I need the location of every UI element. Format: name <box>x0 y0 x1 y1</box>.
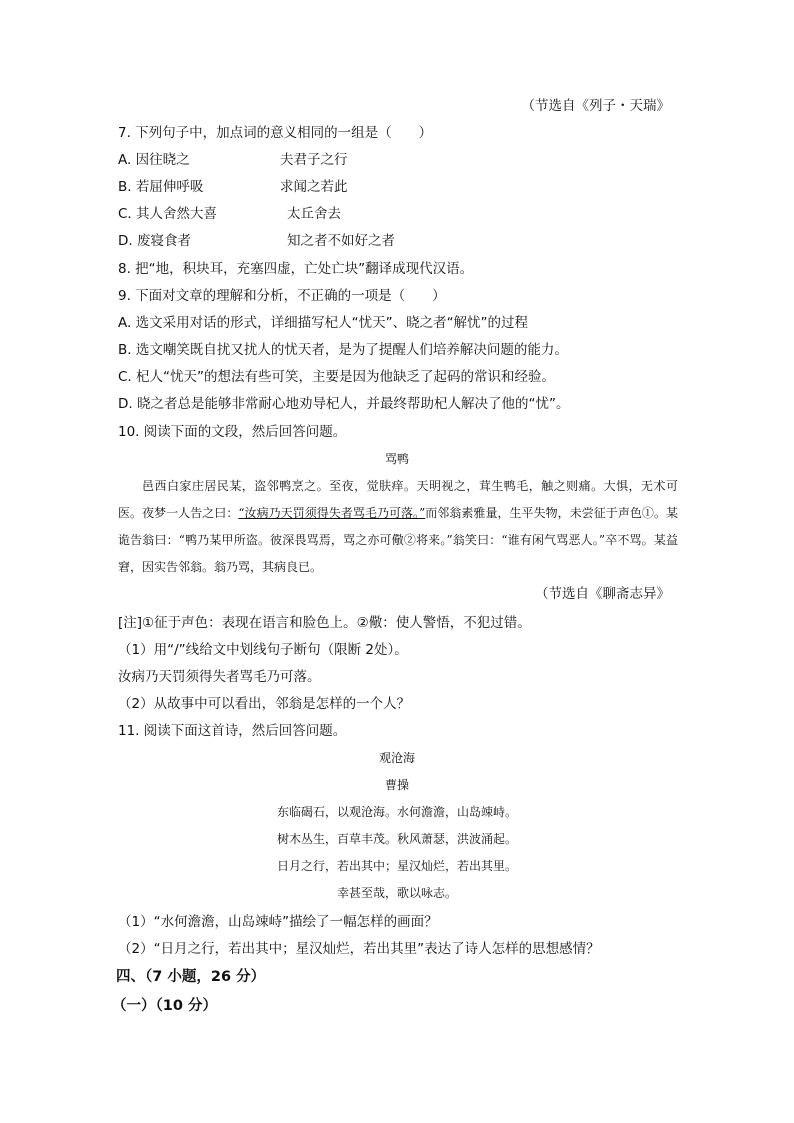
poem-line-4: 幸甚至哉，歌以咏志。 <box>336 886 457 900</box>
question-9-option-d: D. 晓之者总是能够非常耐心地劝导杞人，并最终帮助杞人解决了他的“忧”。 <box>118 396 570 412</box>
option-d-left: D. 废寝食者 <box>118 233 191 249</box>
option-a-left: A. 因往晓之 <box>118 152 190 168</box>
option-c-right: 太丘舍去 <box>287 206 341 222</box>
question-7-stem: 7. 下列句子中，加点词的意义相同的一组是（ ） <box>118 125 433 141</box>
passage-part-2: 而邻翁素雅量，生平失物，未尝征于声色①。某诡告翁曰：“鸭乃某甲所盗。彼深畏骂焉，骂之亦可儆②将来。”翁笑曰：“谁有闲气骂恶人。”卒不骂。某益窘，因实告邻翁。翁乃骂，其病良已。 <box>118 506 678 574</box>
question-10-sub-2: （2）从故事中可以看出，邻翁是怎样的一个人？ <box>118 696 411 712</box>
passage-part-1: 邑西白家庄居民某，盗邻鸭烹之。至夜，觉肤痒。天明视之，茸生鸭毛，触之则痛。大惧，无术可医。夜梦一人告之曰： <box>118 479 678 520</box>
part-1-heading: （一）（10 分） <box>112 998 217 1014</box>
poem-author: 曹操 <box>384 778 409 792</box>
question-8: 8. 把“地，积块耳，充塞四虚，亡处亡块”翻译成现代汉语。 <box>118 261 474 277</box>
passage-note: [注]①征于声色：表现在语言和脸色上。②儆：使人警悟，不犯过错。 <box>118 615 531 631</box>
question-11-sub-2: （2）“日月之行，若出其中；星汉灿烂，若出其里”表达了诗人怎样的思想感情？ <box>118 941 600 957</box>
passage-underlined-sentence: “汝病乃天罚须得失者骂毛乃可落。” <box>238 506 426 520</box>
question-10-stem: 10. 阅读下面的文段，然后回答问题。 <box>118 424 347 440</box>
question-7-option-d <box>118 232 395 250</box>
poem-title: 观沧海 <box>378 751 415 765</box>
question-7-option-a <box>118 151 348 169</box>
question-9-option-a: A. 选文采用对话的形式，详细描写杞人“忧天”、晓之者“解忧”的过程 <box>118 315 529 331</box>
option-c-left: C. 其人舍然大喜 <box>118 206 218 222</box>
question-11-stem: 11. 阅读下面这首诗，然后回答问题。 <box>118 723 347 739</box>
poem-line-3: 日月之行，若出其中；星汉灿烂，若出其里。 <box>276 859 517 873</box>
poem-line-1: 东临碣石，以观沧海。水何澹澹，山岛竦峙。 <box>276 805 517 819</box>
question-9-stem: 9. 下面对文章的理解和分析，不正确的一项是（ ） <box>118 288 446 304</box>
poem-line-2: 树木丛生，百草丰茂。秋风萧瑟，洪波涌起。 <box>276 832 517 846</box>
question-9-option-c: C. 杞人“忧天”的想法有些可笑，主要是因为他缺乏了起码的常识和经验。 <box>118 369 555 385</box>
option-b-left: B. 若屈伸呼吸 <box>118 179 204 195</box>
question-9-option-b: B. 选文嘲笑既自扰又扰人的忧天者，是为了提醒人们培养解决问题的能力。 <box>118 342 568 358</box>
source-liezi: （节选自《列子・天瑞》 <box>521 98 670 114</box>
question-10-sub-1-sentence: 汝病乃天罚须得失者骂毛乃可落。 <box>118 669 321 685</box>
question-11-sub-1: （1）“水何澹澹，山岛竦峙”描绘了一幅怎样的画面？ <box>118 914 438 930</box>
option-d-right: 知之者不如好之者 <box>287 233 395 249</box>
passage-title-maya: 骂鸭 <box>384 452 409 466</box>
source-liaozhai: （节选自《聊斋志异》 <box>535 586 670 602</box>
passage-maya <box>118 473 678 581</box>
question-7-option-b <box>118 178 348 196</box>
question-7-option-c <box>118 205 341 223</box>
question-10-sub-1: （1）用“/”线给文中划线句子断句（限断 2处）。 <box>118 642 408 658</box>
option-b-right: 求闻之若此 <box>280 179 348 195</box>
option-a-right: 夫君子之行 <box>280 152 348 168</box>
section-4-heading: 四、（7 小题，26 分） <box>116 969 266 985</box>
